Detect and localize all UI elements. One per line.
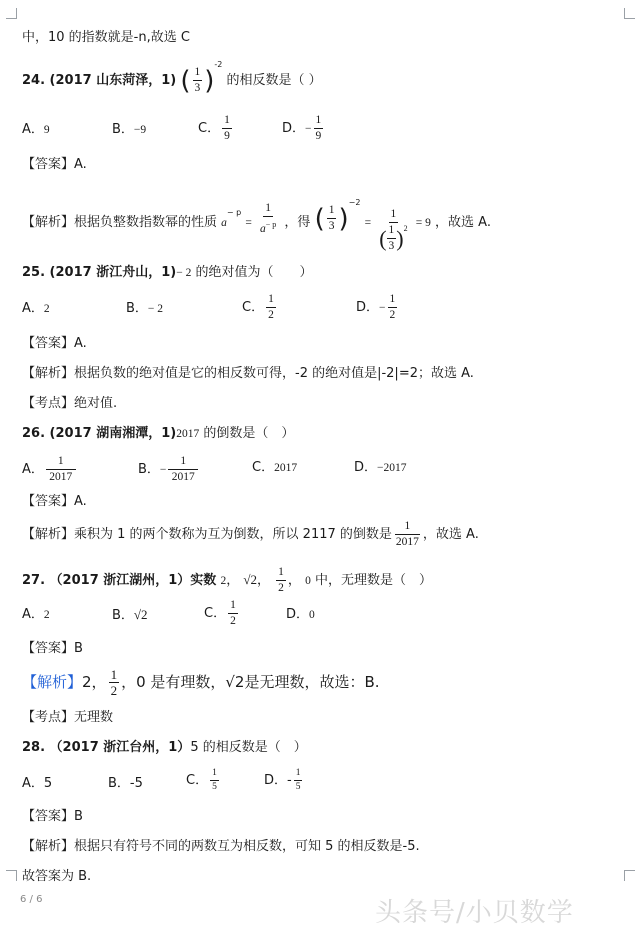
q24-option-a: A．9 — [22, 122, 50, 137]
q28-answer: 【答案】B — [22, 809, 83, 824]
q24-answer: 【答案】A. — [22, 157, 87, 172]
q25-point: 【考点】绝对值. — [22, 396, 118, 411]
q28-title-line: 28. （2017 浙江台州，1）5 的相反数是（ ） — [22, 740, 307, 755]
q25-option-c: C． $\frac{1}{2}$ — [242, 293, 274, 321]
q27-title: 27. （2017 浙江湖州，1）实数 — [22, 573, 217, 588]
q27-title-line: 27. （2017 浙江湖州，1）实数 2， √2， $\frac{1}{2}$ ， 0 中，无理数是（ ） — [22, 566, 432, 594]
q24-title: 24. (2017 山东菏泽，1) — [22, 73, 177, 88]
q26-option-c: C．2017 — [252, 460, 298, 475]
q27-point: 【考点】无理数 — [22, 710, 114, 725]
q26-title-line: 26. (2017 湖南湘潭，1)2017 的倒数是（ ） — [22, 426, 295, 441]
q27-answer: 【答案】B — [22, 641, 83, 656]
q26-title: 26. (2017 湖南湘潭，1) — [22, 426, 177, 441]
q26-option-b: B．− $\frac{1}{2017}$ — [138, 455, 200, 484]
q28-option-a: A．5 — [22, 776, 53, 791]
q27-explanation: 【解析】2， $\frac{1}{2}$ ，0 是有理数，√2是无理数，故选：B. — [22, 667, 380, 698]
q26-explanation: 【解析】乘积为 1 的两个数称为互为倒数，所以 2117 的倒数是 $\frac{1}{2017}$ ，故选 A. — [22, 520, 479, 548]
q25-explanation: 【解析】根据负数的绝对值是它的相反数可得，-2 的绝对值是|-2|=2；故选 A. — [22, 366, 474, 381]
q24-title-line: 24. (2017 山东菏泽，1) ( $\frac{1}{3}$ )$^{-2}$ 的相反数是（ ） — [22, 59, 322, 96]
q28-explanation: 【解析】根据只有符号不同的两数互为相反数，可知 5 的相反数是-5. — [22, 839, 420, 854]
crop-mark — [6, 8, 17, 19]
q25-option-d: D．− $\frac{1}{2}$ — [356, 293, 396, 321]
q26-answer: 【答案】A. — [22, 494, 87, 509]
q24-option-b: B．−9 — [112, 122, 147, 137]
q24-exp: -2 — [214, 59, 223, 69]
q24-tail: 的相反数是（ ） — [226, 73, 322, 88]
crop-mark — [6, 870, 17, 881]
q28-option-d: D．- $\frac{1}{5}$ — [264, 768, 301, 792]
q25-option-a: A．2 — [22, 301, 50, 316]
q27-explanation-label: 【解析】 — [22, 673, 83, 691]
q26-option-a: A． $\frac{1}{2017}$ — [22, 455, 78, 484]
q27-option-b: B．√2 — [112, 607, 148, 623]
q27-option-d: D．0 — [286, 607, 315, 622]
q25-option-b: B．− 2 — [126, 301, 164, 316]
q28-final: 故答案为 B. — [22, 869, 92, 884]
q25-answer: 【答案】A. — [22, 336, 87, 351]
watermark: 头条号/小贝数学 — [375, 898, 574, 928]
page-number: 6 / 6 — [20, 894, 43, 905]
q26-option-d: D．−2017 — [354, 460, 407, 475]
q24-option-d: D．− $\frac{1}{9}$ — [282, 114, 322, 142]
q28-option-c: C． $\frac{1}{5}$ — [186, 768, 217, 792]
q24-frac: $\frac{1}{3}$ — [194, 66, 201, 94]
q24-explanation: 【解析】根据负整数指数幂的性质 $a^{- p}$ = $\frac{1}{a^{- p}}$ ，得 ( $\frac{1}{3}$ )$^{-2}$ = 1 ( $\frac{1}{3}$ ) 2 = 9 ，故选 A. — [22, 197, 491, 252]
crop-mark — [624, 8, 635, 19]
crop-mark — [624, 870, 635, 881]
q27-option-a: A．2 — [22, 607, 50, 622]
q24-option-c: C． $\frac{1}{9}$ — [198, 114, 230, 142]
q28-title: 28. （2017 浙江台州，1） — [22, 740, 191, 755]
q28-option-b: B．-5 — [108, 776, 143, 791]
q25-title-line: 25. (2017 浙江舟山，1)− 2 的绝对值为（ ） — [22, 265, 313, 280]
q27-option-c: C． $\frac{1}{2}$ — [204, 599, 236, 627]
intro-line: 中，10 的指数就是-n,故选 C — [22, 30, 190, 45]
q25-title: 25. (2017 浙江舟山，1) — [22, 265, 177, 280]
